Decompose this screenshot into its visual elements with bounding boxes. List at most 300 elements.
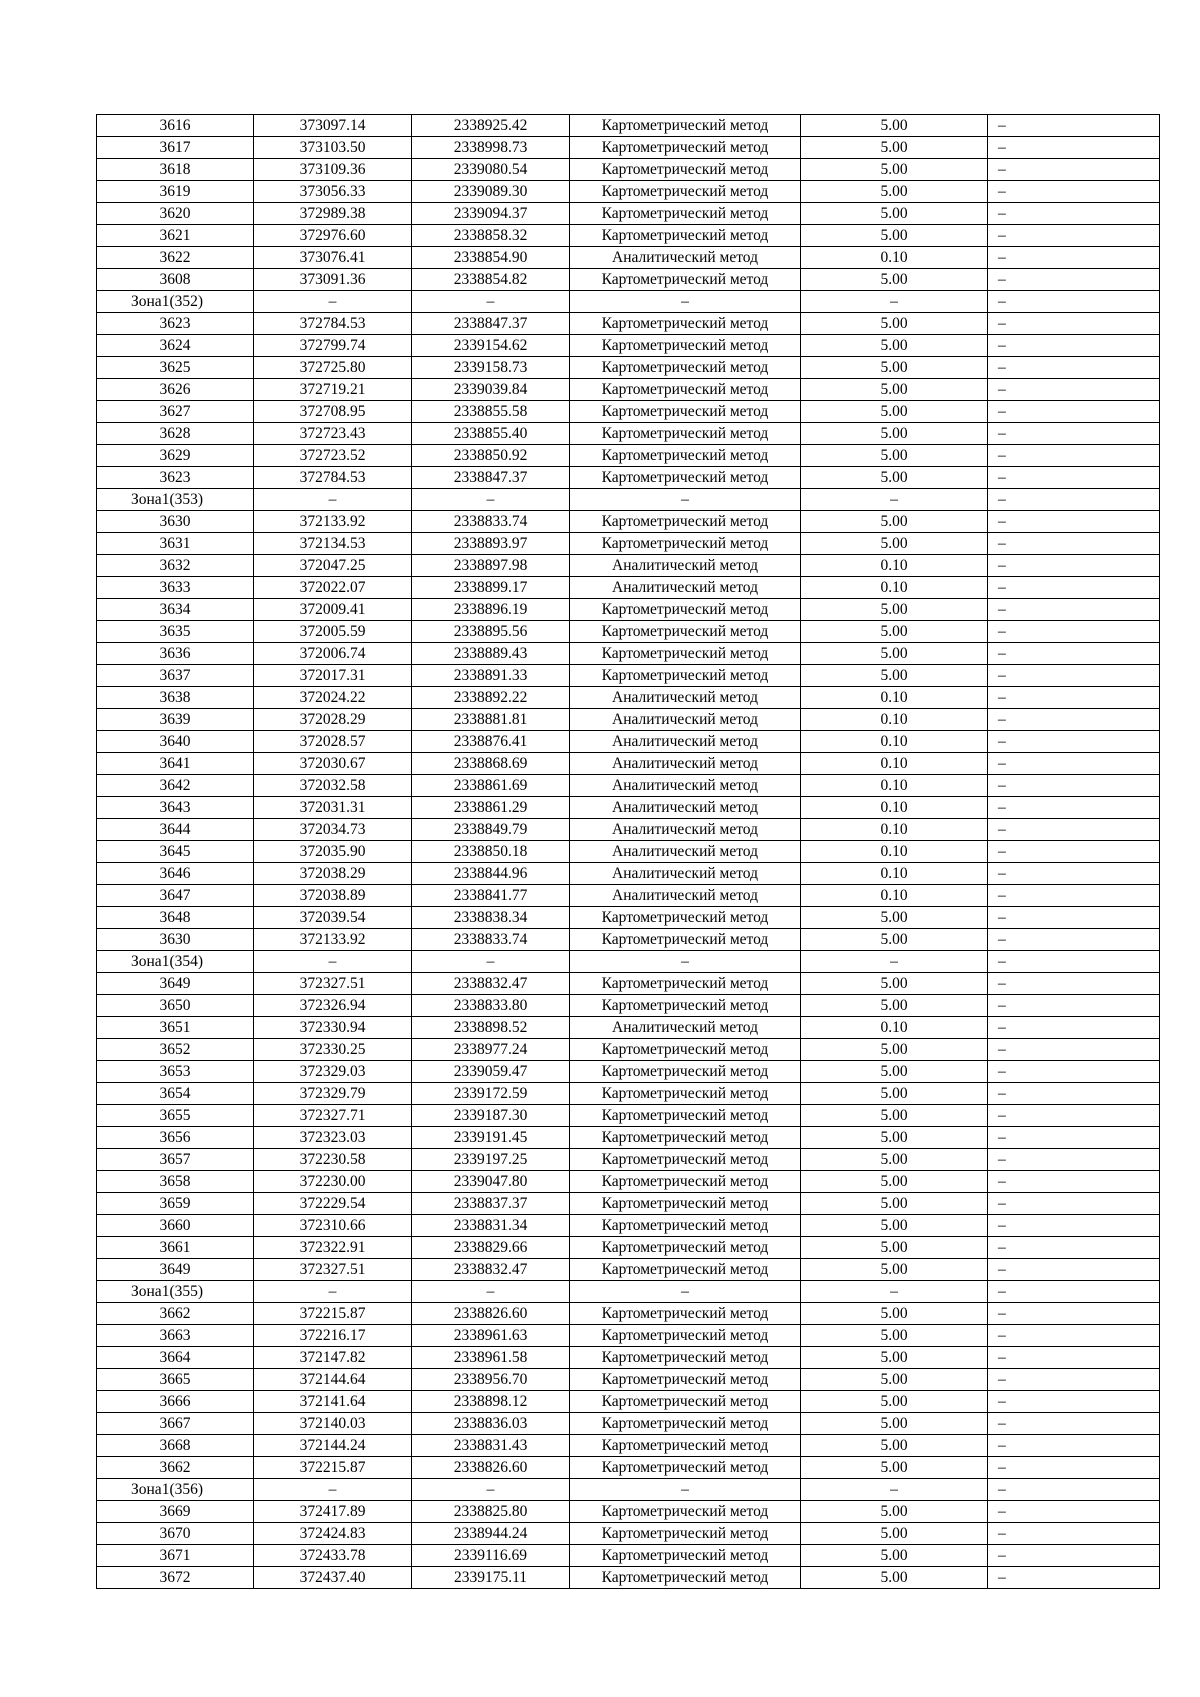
accuracy-cell: 5.00 bbox=[801, 973, 988, 995]
x-coordinate-cell: 372024.22 bbox=[254, 687, 412, 709]
point-number-cell: 3640 bbox=[97, 731, 254, 753]
note-cell: – bbox=[988, 379, 1160, 401]
x-coordinate-cell: 372133.92 bbox=[254, 929, 412, 951]
accuracy-cell: 5.00 bbox=[801, 1149, 988, 1171]
y-coordinate-cell: 2339080.54 bbox=[412, 159, 570, 181]
table-row bbox=[97, 467, 1160, 489]
point-number-cell: 3647 bbox=[97, 885, 254, 907]
note-cell: – bbox=[988, 401, 1160, 423]
method-cell: Картометрический метод bbox=[570, 1457, 801, 1479]
x-coordinate-cell: 372039.54 bbox=[254, 907, 412, 929]
x-coordinate-cell: 372140.03 bbox=[254, 1413, 412, 1435]
accuracy-cell: 0.10 bbox=[801, 687, 988, 709]
method-cell: Картометрический метод bbox=[570, 1171, 801, 1193]
point-number-cell: 3617 bbox=[97, 137, 254, 159]
accuracy-cell: 0.10 bbox=[801, 247, 988, 269]
y-coordinate-cell: 2338889.43 bbox=[412, 643, 570, 665]
y-coordinate-cell: – bbox=[412, 1281, 570, 1303]
table-row bbox=[97, 1215, 1160, 1237]
note-cell: – bbox=[988, 1105, 1160, 1127]
table-row bbox=[97, 1105, 1160, 1127]
method-cell: Картометрический метод bbox=[570, 357, 801, 379]
y-coordinate-cell: 2338831.34 bbox=[412, 1215, 570, 1237]
y-coordinate-cell: 2338841.77 bbox=[412, 885, 570, 907]
method-cell: Аналитический метод bbox=[570, 731, 801, 753]
y-coordinate-cell: 2338855.58 bbox=[412, 401, 570, 423]
accuracy-cell: 5.00 bbox=[801, 115, 988, 137]
accuracy-cell: – bbox=[801, 951, 988, 973]
method-cell: Картометрический метод bbox=[570, 1039, 801, 1061]
table-row bbox=[97, 775, 1160, 797]
y-coordinate-cell: 2338868.69 bbox=[412, 753, 570, 775]
accuracy-cell: 5.00 bbox=[801, 313, 988, 335]
note-cell: – bbox=[988, 1347, 1160, 1369]
note-cell: – bbox=[988, 1193, 1160, 1215]
method-cell: Картометрический метод bbox=[570, 379, 801, 401]
y-coordinate-cell: 2338961.58 bbox=[412, 1347, 570, 1369]
method-cell: Картометрический метод bbox=[570, 401, 801, 423]
x-coordinate-cell: 372028.29 bbox=[254, 709, 412, 731]
method-cell: Картометрический метод bbox=[570, 1105, 801, 1127]
y-coordinate-cell: 2338849.79 bbox=[412, 819, 570, 841]
method-cell: Картометрический метод bbox=[570, 511, 801, 533]
table-row bbox=[97, 159, 1160, 181]
note-cell: – bbox=[988, 577, 1160, 599]
y-coordinate-cell: 2338832.47 bbox=[412, 973, 570, 995]
table-row bbox=[97, 643, 1160, 665]
note-cell: – bbox=[988, 291, 1160, 313]
x-coordinate-cell: 372784.53 bbox=[254, 313, 412, 335]
note-cell: – bbox=[988, 1215, 1160, 1237]
accuracy-cell: 5.00 bbox=[801, 643, 988, 665]
table-row bbox=[97, 1545, 1160, 1567]
x-coordinate-cell: 372215.87 bbox=[254, 1303, 412, 1325]
point-number-cell: 3633 bbox=[97, 577, 254, 599]
point-number-cell: 3652 bbox=[97, 1039, 254, 1061]
point-number-cell: 3645 bbox=[97, 841, 254, 863]
method-cell: Картометрический метод bbox=[570, 1347, 801, 1369]
x-coordinate-cell: 372330.94 bbox=[254, 1017, 412, 1039]
y-coordinate-cell: 2338829.66 bbox=[412, 1237, 570, 1259]
x-coordinate-cell: 372417.89 bbox=[254, 1501, 412, 1523]
accuracy-cell: 5.00 bbox=[801, 335, 988, 357]
point-number-cell: 3644 bbox=[97, 819, 254, 841]
y-coordinate-cell: 2338826.60 bbox=[412, 1457, 570, 1479]
x-coordinate-cell: – bbox=[254, 951, 412, 973]
x-coordinate-cell: 372323.03 bbox=[254, 1127, 412, 1149]
x-coordinate-cell: 372327.51 bbox=[254, 1259, 412, 1281]
accuracy-cell: 5.00 bbox=[801, 401, 988, 423]
y-coordinate-cell: 2339089.30 bbox=[412, 181, 570, 203]
accuracy-cell: 5.00 bbox=[801, 1303, 988, 1325]
point-number-cell: 3668 bbox=[97, 1435, 254, 1457]
table-row bbox=[97, 1193, 1160, 1215]
note-cell: – bbox=[988, 1567, 1160, 1589]
note-cell: – bbox=[988, 1413, 1160, 1435]
x-coordinate-cell: 372028.57 bbox=[254, 731, 412, 753]
table-row bbox=[97, 1149, 1160, 1171]
x-coordinate-cell: 372723.52 bbox=[254, 445, 412, 467]
point-number-cell: 3646 bbox=[97, 863, 254, 885]
y-coordinate-cell: 2338833.74 bbox=[412, 511, 570, 533]
point-number-cell: 3635 bbox=[97, 621, 254, 643]
note-cell: – bbox=[988, 489, 1160, 511]
method-cell: Картометрический метод bbox=[570, 1413, 801, 1435]
y-coordinate-cell: 2338925.42 bbox=[412, 115, 570, 137]
method-cell: Картометрический метод bbox=[570, 1061, 801, 1083]
point-number-cell: 3619 bbox=[97, 181, 254, 203]
x-coordinate-cell: 372047.25 bbox=[254, 555, 412, 577]
method-cell: – bbox=[570, 1479, 801, 1501]
y-coordinate-cell: 2339172.59 bbox=[412, 1083, 570, 1105]
note-cell: – bbox=[988, 1435, 1160, 1457]
x-coordinate-cell: 372230.58 bbox=[254, 1149, 412, 1171]
method-cell: Картометрический метод bbox=[570, 929, 801, 951]
y-coordinate-cell: 2338838.34 bbox=[412, 907, 570, 929]
table-row bbox=[97, 621, 1160, 643]
x-coordinate-cell: 372147.82 bbox=[254, 1347, 412, 1369]
table-row bbox=[97, 995, 1160, 1017]
note-cell: – bbox=[988, 1083, 1160, 1105]
zone-label-cell: Зона1(354) bbox=[97, 951, 254, 973]
method-cell: Картометрический метод bbox=[570, 225, 801, 247]
y-coordinate-cell: 2338891.33 bbox=[412, 665, 570, 687]
point-number-cell: 3627 bbox=[97, 401, 254, 423]
note-cell: – bbox=[988, 1523, 1160, 1545]
point-number-cell: 3625 bbox=[97, 357, 254, 379]
y-coordinate-cell: – bbox=[412, 951, 570, 973]
x-coordinate-cell: 372038.29 bbox=[254, 863, 412, 885]
note-cell: – bbox=[988, 203, 1160, 225]
x-coordinate-cell: 373109.36 bbox=[254, 159, 412, 181]
y-coordinate-cell: 2338847.37 bbox=[412, 467, 570, 489]
x-coordinate-cell: 372784.53 bbox=[254, 467, 412, 489]
accuracy-cell: 5.00 bbox=[801, 159, 988, 181]
method-cell: Картометрический метод bbox=[570, 995, 801, 1017]
table-row bbox=[97, 731, 1160, 753]
point-number-cell: 3636 bbox=[97, 643, 254, 665]
y-coordinate-cell: 2339158.73 bbox=[412, 357, 570, 379]
y-coordinate-cell: 2338977.24 bbox=[412, 1039, 570, 1061]
note-cell: – bbox=[988, 1501, 1160, 1523]
method-cell: Аналитический метод bbox=[570, 247, 801, 269]
coordinates-table bbox=[96, 114, 1160, 1589]
accuracy-cell: 5.00 bbox=[801, 225, 988, 247]
table-row bbox=[97, 445, 1160, 467]
x-coordinate-cell: 372017.31 bbox=[254, 665, 412, 687]
table-row bbox=[97, 1061, 1160, 1083]
point-number-cell: 3665 bbox=[97, 1369, 254, 1391]
table-row bbox=[97, 1435, 1160, 1457]
table-row bbox=[97, 313, 1160, 335]
point-number-cell: 3629 bbox=[97, 445, 254, 467]
x-coordinate-cell: 372030.67 bbox=[254, 753, 412, 775]
accuracy-cell: 5.00 bbox=[801, 467, 988, 489]
x-coordinate-cell: 372326.94 bbox=[254, 995, 412, 1017]
point-number-cell: 3655 bbox=[97, 1105, 254, 1127]
table-row bbox=[97, 335, 1160, 357]
method-cell: Картометрический метод bbox=[570, 1237, 801, 1259]
accuracy-cell: 5.00 bbox=[801, 665, 988, 687]
note-cell: – bbox=[988, 1457, 1160, 1479]
accuracy-cell: 5.00 bbox=[801, 1237, 988, 1259]
point-number-cell: 3657 bbox=[97, 1149, 254, 1171]
y-coordinate-cell: – bbox=[412, 489, 570, 511]
note-cell: – bbox=[988, 1303, 1160, 1325]
point-number-cell: 3642 bbox=[97, 775, 254, 797]
note-cell: – bbox=[988, 731, 1160, 753]
y-coordinate-cell: 2338861.69 bbox=[412, 775, 570, 797]
note-cell: – bbox=[988, 1017, 1160, 1039]
note-cell: – bbox=[988, 1237, 1160, 1259]
accuracy-cell: 0.10 bbox=[801, 709, 988, 731]
point-number-cell: 3631 bbox=[97, 533, 254, 555]
accuracy-cell: 5.00 bbox=[801, 1127, 988, 1149]
table-row bbox=[97, 247, 1160, 269]
table-row bbox=[97, 973, 1160, 995]
point-number-cell: 3672 bbox=[97, 1567, 254, 1589]
accuracy-cell: 5.00 bbox=[801, 1061, 988, 1083]
point-number-cell: 3623 bbox=[97, 313, 254, 335]
accuracy-cell: 0.10 bbox=[801, 885, 988, 907]
y-coordinate-cell: 2338998.73 bbox=[412, 137, 570, 159]
accuracy-cell: 5.00 bbox=[801, 1567, 988, 1589]
accuracy-cell: 0.10 bbox=[801, 555, 988, 577]
note-cell: – bbox=[988, 621, 1160, 643]
note-cell: – bbox=[988, 225, 1160, 247]
zone-header-row bbox=[97, 1281, 1160, 1303]
table-row bbox=[97, 863, 1160, 885]
accuracy-cell: 5.00 bbox=[801, 511, 988, 533]
table-row bbox=[97, 423, 1160, 445]
y-coordinate-cell: 2339059.47 bbox=[412, 1061, 570, 1083]
x-coordinate-cell: 372005.59 bbox=[254, 621, 412, 643]
x-coordinate-cell: 372723.43 bbox=[254, 423, 412, 445]
y-coordinate-cell: 2338854.82 bbox=[412, 269, 570, 291]
table-row bbox=[97, 1237, 1160, 1259]
note-cell: – bbox=[988, 885, 1160, 907]
note-cell: – bbox=[988, 1171, 1160, 1193]
method-cell: Аналитический метод bbox=[570, 841, 801, 863]
method-cell: Аналитический метод bbox=[570, 885, 801, 907]
accuracy-cell: 0.10 bbox=[801, 577, 988, 599]
x-coordinate-cell: 372009.41 bbox=[254, 599, 412, 621]
point-number-cell: 3669 bbox=[97, 1501, 254, 1523]
accuracy-cell: 5.00 bbox=[801, 203, 988, 225]
y-coordinate-cell: 2339187.30 bbox=[412, 1105, 570, 1127]
accuracy-cell: 5.00 bbox=[801, 137, 988, 159]
y-coordinate-cell: 2338855.40 bbox=[412, 423, 570, 445]
table-row bbox=[97, 1413, 1160, 1435]
accuracy-cell: 5.00 bbox=[801, 1215, 988, 1237]
point-number-cell: 3616 bbox=[97, 115, 254, 137]
x-coordinate-cell: 372310.66 bbox=[254, 1215, 412, 1237]
method-cell: Картометрический метод bbox=[570, 643, 801, 665]
point-number-cell: 3618 bbox=[97, 159, 254, 181]
note-cell: – bbox=[988, 247, 1160, 269]
table-row bbox=[97, 665, 1160, 687]
zone-header-row bbox=[97, 291, 1160, 313]
method-cell: Картометрический метод bbox=[570, 621, 801, 643]
method-cell: Картометрический метод bbox=[570, 1083, 801, 1105]
method-cell: Аналитический метод bbox=[570, 555, 801, 577]
point-number-cell: 3664 bbox=[97, 1347, 254, 1369]
table-row bbox=[97, 1039, 1160, 1061]
method-cell: Картометрический метод bbox=[570, 1435, 801, 1457]
method-cell: – bbox=[570, 489, 801, 511]
note-cell: – bbox=[988, 1545, 1160, 1567]
note-cell: – bbox=[988, 533, 1160, 555]
x-coordinate-cell: 372216.17 bbox=[254, 1325, 412, 1347]
x-coordinate-cell: 372038.89 bbox=[254, 885, 412, 907]
accuracy-cell: 5.00 bbox=[801, 423, 988, 445]
method-cell: Аналитический метод bbox=[570, 577, 801, 599]
point-number-cell: 3638 bbox=[97, 687, 254, 709]
table-row bbox=[97, 115, 1160, 137]
table-row bbox=[97, 137, 1160, 159]
point-number-cell: 3653 bbox=[97, 1061, 254, 1083]
coordinates-table-body bbox=[97, 115, 1160, 1589]
y-coordinate-cell: 2338881.81 bbox=[412, 709, 570, 731]
y-coordinate-cell: 2338836.03 bbox=[412, 1413, 570, 1435]
y-coordinate-cell: 2338826.60 bbox=[412, 1303, 570, 1325]
method-cell: Аналитический метод bbox=[570, 753, 801, 775]
y-coordinate-cell: 2338861.29 bbox=[412, 797, 570, 819]
method-cell: Картометрический метод bbox=[570, 665, 801, 687]
accuracy-cell: 0.10 bbox=[801, 819, 988, 841]
y-coordinate-cell: 2338854.90 bbox=[412, 247, 570, 269]
y-coordinate-cell: 2338850.92 bbox=[412, 445, 570, 467]
x-coordinate-cell: 372989.38 bbox=[254, 203, 412, 225]
table-row bbox=[97, 599, 1160, 621]
table-row bbox=[97, 1501, 1160, 1523]
method-cell: Картометрический метод bbox=[570, 1523, 801, 1545]
y-coordinate-cell: 2338899.17 bbox=[412, 577, 570, 599]
table-row bbox=[97, 357, 1160, 379]
point-number-cell: 3649 bbox=[97, 1259, 254, 1281]
method-cell: Картометрический метод bbox=[570, 467, 801, 489]
x-coordinate-cell: 372141.64 bbox=[254, 1391, 412, 1413]
x-coordinate-cell: – bbox=[254, 1281, 412, 1303]
zone-header-row bbox=[97, 951, 1160, 973]
table-row bbox=[97, 203, 1160, 225]
note-cell: – bbox=[988, 423, 1160, 445]
point-number-cell: 3649 bbox=[97, 973, 254, 995]
note-cell: – bbox=[988, 841, 1160, 863]
note-cell: – bbox=[988, 511, 1160, 533]
point-number-cell: 3663 bbox=[97, 1325, 254, 1347]
note-cell: – bbox=[988, 445, 1160, 467]
y-coordinate-cell: 2338956.70 bbox=[412, 1369, 570, 1391]
x-coordinate-cell: 372031.31 bbox=[254, 797, 412, 819]
note-cell: – bbox=[988, 907, 1160, 929]
accuracy-cell: 5.00 bbox=[801, 995, 988, 1017]
note-cell: – bbox=[988, 819, 1160, 841]
method-cell: Картометрический метод bbox=[570, 269, 801, 291]
table-row bbox=[97, 753, 1160, 775]
method-cell: Картометрический метод bbox=[570, 423, 801, 445]
note-cell: – bbox=[988, 753, 1160, 775]
accuracy-cell: 5.00 bbox=[801, 357, 988, 379]
accuracy-cell: 5.00 bbox=[801, 1347, 988, 1369]
table-row bbox=[97, 577, 1160, 599]
table-row bbox=[97, 1523, 1160, 1545]
note-cell: – bbox=[988, 929, 1160, 951]
x-coordinate-cell: 372229.54 bbox=[254, 1193, 412, 1215]
y-coordinate-cell: 2338892.22 bbox=[412, 687, 570, 709]
y-coordinate-cell: 2338944.24 bbox=[412, 1523, 570, 1545]
note-cell: – bbox=[988, 1259, 1160, 1281]
zone-label-cell: Зона1(352) bbox=[97, 291, 254, 313]
method-cell: Картометрический метод bbox=[570, 335, 801, 357]
x-coordinate-cell: – bbox=[254, 291, 412, 313]
table-row bbox=[97, 1457, 1160, 1479]
note-cell: – bbox=[988, 181, 1160, 203]
accuracy-cell: 5.00 bbox=[801, 1435, 988, 1457]
accuracy-cell: – bbox=[801, 291, 988, 313]
method-cell: Картометрический метод bbox=[570, 1193, 801, 1215]
table-row bbox=[97, 1325, 1160, 1347]
x-coordinate-cell: 372424.83 bbox=[254, 1523, 412, 1545]
method-cell: Аналитический метод bbox=[570, 863, 801, 885]
accuracy-cell: 0.10 bbox=[801, 731, 988, 753]
x-coordinate-cell: 372976.60 bbox=[254, 225, 412, 247]
method-cell: Картометрический метод bbox=[570, 1259, 801, 1281]
note-cell: – bbox=[988, 797, 1160, 819]
note-cell: – bbox=[988, 313, 1160, 335]
point-number-cell: 3656 bbox=[97, 1127, 254, 1149]
note-cell: – bbox=[988, 159, 1160, 181]
zone-label-cell: Зона1(356) bbox=[97, 1479, 254, 1501]
y-coordinate-cell: 2338832.47 bbox=[412, 1259, 570, 1281]
table-row bbox=[97, 1127, 1160, 1149]
method-cell: Картометрический метод bbox=[570, 1215, 801, 1237]
method-cell: Картометрический метод bbox=[570, 159, 801, 181]
accuracy-cell: 5.00 bbox=[801, 1325, 988, 1347]
point-number-cell: 3621 bbox=[97, 225, 254, 247]
table-row bbox=[97, 1369, 1160, 1391]
accuracy-cell: 5.00 bbox=[801, 1501, 988, 1523]
accuracy-cell: 5.00 bbox=[801, 445, 988, 467]
method-cell: Картометрический метод bbox=[570, 1325, 801, 1347]
table-row bbox=[97, 269, 1160, 291]
zone-header-row bbox=[97, 1479, 1160, 1501]
y-coordinate-cell: 2338833.74 bbox=[412, 929, 570, 951]
x-coordinate-cell: 372032.58 bbox=[254, 775, 412, 797]
x-coordinate-cell: 372034.73 bbox=[254, 819, 412, 841]
x-coordinate-cell: 372329.79 bbox=[254, 1083, 412, 1105]
x-coordinate-cell: 372035.90 bbox=[254, 841, 412, 863]
method-cell: Картометрический метод bbox=[570, 1369, 801, 1391]
y-coordinate-cell: 2338833.80 bbox=[412, 995, 570, 1017]
accuracy-cell: 5.00 bbox=[801, 1545, 988, 1567]
accuracy-cell: – bbox=[801, 489, 988, 511]
accuracy-cell: 5.00 bbox=[801, 1083, 988, 1105]
method-cell: Картометрический метод bbox=[570, 599, 801, 621]
table-row bbox=[97, 885, 1160, 907]
accuracy-cell: 0.10 bbox=[801, 753, 988, 775]
point-number-cell: 3634 bbox=[97, 599, 254, 621]
accuracy-cell: 5.00 bbox=[801, 1369, 988, 1391]
accuracy-cell: 5.00 bbox=[801, 1039, 988, 1061]
table-row bbox=[97, 1083, 1160, 1105]
point-number-cell: 3624 bbox=[97, 335, 254, 357]
y-coordinate-cell: 2339154.62 bbox=[412, 335, 570, 357]
note-cell: – bbox=[988, 137, 1160, 159]
accuracy-cell: 5.00 bbox=[801, 1105, 988, 1127]
point-number-cell: 3643 bbox=[97, 797, 254, 819]
note-cell: – bbox=[988, 687, 1160, 709]
